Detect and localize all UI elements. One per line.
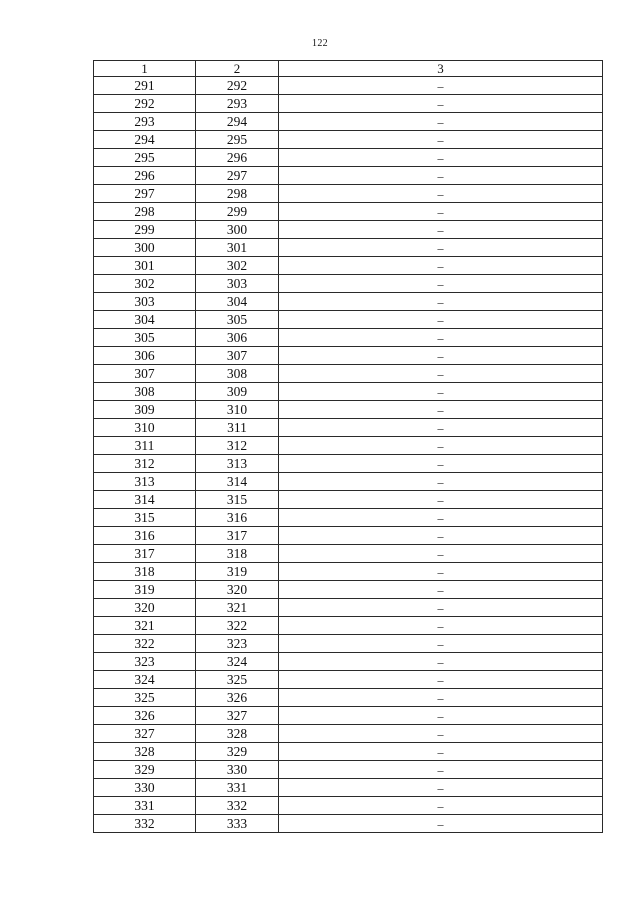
table-cell-col-2: 297 <box>196 167 279 185</box>
table-row <box>94 491 603 509</box>
table-cell-col-1: 318 <box>94 563 196 581</box>
table-row <box>94 95 603 113</box>
table-cell-col-1: 332 <box>94 815 196 833</box>
table-cell-col-3: – <box>279 779 603 797</box>
table-cell-col-1: 297 <box>94 185 196 203</box>
table-cell-col-2: 309 <box>196 383 279 401</box>
table-cell-col-1: 328 <box>94 743 196 761</box>
table-cell-col-3: – <box>279 77 603 95</box>
table-row <box>94 437 603 455</box>
table-cell-col-1: 320 <box>94 599 196 617</box>
table-row <box>94 545 603 563</box>
table-cell-col-2: 305 <box>196 311 279 329</box>
table-row <box>94 347 603 365</box>
table-cell-col-1: 323 <box>94 653 196 671</box>
table-row <box>94 203 603 221</box>
table-cell-col-2: 324 <box>196 653 279 671</box>
table-cell-col-3: – <box>279 617 603 635</box>
table-cell-col-3: – <box>279 455 603 473</box>
table-cell-col-3: – <box>279 635 603 653</box>
table-row <box>94 797 603 815</box>
table-cell-col-1: 319 <box>94 581 196 599</box>
table-cell-col-2: 295 <box>196 131 279 149</box>
table-row <box>94 185 603 203</box>
table-cell-col-3: – <box>279 797 603 815</box>
table-row <box>94 617 603 635</box>
table-cell-col-3: – <box>279 491 603 509</box>
table-cell-col-3: – <box>279 473 603 491</box>
table-cell-col-3: – <box>279 149 603 167</box>
table-cell-col-2: 302 <box>196 257 279 275</box>
table-cell-col-3: – <box>279 761 603 779</box>
table-cell-col-2: 301 <box>196 239 279 257</box>
table-cell-col-2: 300 <box>196 221 279 239</box>
table-row <box>94 365 603 383</box>
table-cell-col-3: – <box>279 545 603 563</box>
table-cell-col-1: 310 <box>94 419 196 437</box>
table-cell-col-2: 321 <box>196 599 279 617</box>
table-row <box>94 239 603 257</box>
table-row <box>94 779 603 797</box>
table-row <box>94 743 603 761</box>
table-cell-col-2: 317 <box>196 527 279 545</box>
table-row <box>94 815 603 833</box>
table-cell-col-3: – <box>279 815 603 833</box>
table-cell-col-1: 325 <box>94 689 196 707</box>
table-row <box>94 671 603 689</box>
table-row <box>94 563 603 581</box>
table-cell-col-1: 324 <box>94 671 196 689</box>
table-cell-col-1: 311 <box>94 437 196 455</box>
table-row <box>94 275 603 293</box>
table-cell-col-3: – <box>279 563 603 581</box>
table-cell-col-2: 296 <box>196 149 279 167</box>
table-cell-col-1: 305 <box>94 329 196 347</box>
table-cell-col-1: 292 <box>94 95 196 113</box>
table-cell-col-2: 308 <box>196 365 279 383</box>
table-cell-col-3: – <box>279 743 603 761</box>
table-cell-col-2: 320 <box>196 581 279 599</box>
table-cell-col-2: 292 <box>196 77 279 95</box>
table-cell-col-2: 332 <box>196 797 279 815</box>
table-row <box>94 149 603 167</box>
table-cell-col-1: 306 <box>94 347 196 365</box>
page-number: 122 <box>312 38 328 49</box>
table-cell-col-3: – <box>279 185 603 203</box>
table-cell-col-2: 314 <box>196 473 279 491</box>
table-body <box>94 77 603 833</box>
table-cell-col-2: 312 <box>196 437 279 455</box>
table-row <box>94 329 603 347</box>
table-cell-col-2: 303 <box>196 275 279 293</box>
table-cell-col-1: 331 <box>94 797 196 815</box>
table-cell-col-2: 294 <box>196 113 279 131</box>
table-cell-col-3: – <box>279 653 603 671</box>
table-cell-col-1: 294 <box>94 131 196 149</box>
table-cell-col-3: – <box>279 581 603 599</box>
table-cell-col-1: 299 <box>94 221 196 239</box>
column-header-2: 2 <box>196 61 279 77</box>
table-cell-col-2: 327 <box>196 707 279 725</box>
table-cell-col-1: 303 <box>94 293 196 311</box>
table-cell-col-3: – <box>279 221 603 239</box>
table-cell-col-2: 329 <box>196 743 279 761</box>
table-cell-col-2: 333 <box>196 815 279 833</box>
table-row <box>94 401 603 419</box>
table-row <box>94 113 603 131</box>
table-cell-col-1: 330 <box>94 779 196 797</box>
table-cell-col-3: – <box>279 401 603 419</box>
table-cell-col-3: – <box>279 239 603 257</box>
table-cell-col-1: 322 <box>94 635 196 653</box>
table-cell-col-1: 316 <box>94 527 196 545</box>
column-header-3: 3 <box>279 61 603 77</box>
table-cell-col-1: 301 <box>94 257 196 275</box>
column-header-1: 1 <box>94 61 196 77</box>
table-cell-col-1: 298 <box>94 203 196 221</box>
table-cell-col-2: 331 <box>196 779 279 797</box>
table-row <box>94 527 603 545</box>
table-cell-col-2: 310 <box>196 401 279 419</box>
table-row <box>94 581 603 599</box>
table-cell-col-2: 326 <box>196 689 279 707</box>
table-cell-col-3: – <box>279 257 603 275</box>
table-cell-col-2: 313 <box>196 455 279 473</box>
table-cell-col-2: 322 <box>196 617 279 635</box>
table-cell-col-3: – <box>279 293 603 311</box>
table-cell-col-3: – <box>279 203 603 221</box>
table-cell-col-2: 315 <box>196 491 279 509</box>
table-cell-col-3: – <box>279 275 603 293</box>
table-cell-col-3: – <box>279 527 603 545</box>
table-cell-col-1: 326 <box>94 707 196 725</box>
table-row <box>94 257 603 275</box>
table-cell-col-2: 316 <box>196 509 279 527</box>
table-cell-col-3: – <box>279 707 603 725</box>
table-cell-col-3: – <box>279 365 603 383</box>
table-cell-col-1: 313 <box>94 473 196 491</box>
table-cell-col-2: 299 <box>196 203 279 221</box>
table-row <box>94 311 603 329</box>
table-cell-col-2: 323 <box>196 635 279 653</box>
table-cell-col-1: 296 <box>94 167 196 185</box>
table-cell-col-1: 308 <box>94 383 196 401</box>
table-row <box>94 221 603 239</box>
data-table <box>93 60 603 833</box>
table-cell-col-3: – <box>279 671 603 689</box>
table-cell-col-1: 317 <box>94 545 196 563</box>
table-row <box>94 419 603 437</box>
table-cell-col-1: 293 <box>94 113 196 131</box>
table-cell-col-3: – <box>279 329 603 347</box>
table-cell-col-3: – <box>279 509 603 527</box>
table-cell-col-3: – <box>279 725 603 743</box>
table-cell-col-3: – <box>279 311 603 329</box>
table-row <box>94 77 603 95</box>
table-cell-col-1: 327 <box>94 725 196 743</box>
table-cell-col-3: – <box>279 419 603 437</box>
table-cell-col-2: 325 <box>196 671 279 689</box>
table-cell-col-1: 302 <box>94 275 196 293</box>
table-row <box>94 761 603 779</box>
table-cell-col-3: – <box>279 113 603 131</box>
table-row <box>94 689 603 707</box>
table-cell-col-2: 304 <box>196 293 279 311</box>
table-cell-col-3: – <box>279 131 603 149</box>
table-cell-col-2: 318 <box>196 545 279 563</box>
table-cell-col-1: 309 <box>94 401 196 419</box>
table-cell-col-1: 314 <box>94 491 196 509</box>
table-row <box>94 383 603 401</box>
header-row <box>94 61 603 77</box>
table-cell-col-3: – <box>279 599 603 617</box>
table-cell-col-2: 298 <box>196 185 279 203</box>
table-cell-col-3: – <box>279 347 603 365</box>
table-row <box>94 167 603 185</box>
table-row <box>94 455 603 473</box>
table-cell-col-1: 307 <box>94 365 196 383</box>
table-cell-col-2: 330 <box>196 761 279 779</box>
table-row <box>94 131 603 149</box>
table-cell-col-1: 291 <box>94 77 196 95</box>
table-row <box>94 707 603 725</box>
table-cell-col-1: 295 <box>94 149 196 167</box>
table-cell-col-3: – <box>279 689 603 707</box>
table-cell-col-1: 321 <box>94 617 196 635</box>
table-cell-col-2: 311 <box>196 419 279 437</box>
table-cell-col-1: 329 <box>94 761 196 779</box>
table-cell-col-1: 315 <box>94 509 196 527</box>
table-cell-col-2: 307 <box>196 347 279 365</box>
table-row <box>94 599 603 617</box>
table-row <box>94 509 603 527</box>
table-row <box>94 473 603 491</box>
table-cell-col-2: 319 <box>196 563 279 581</box>
table-cell-col-2: 293 <box>196 95 279 113</box>
table-cell-col-2: 306 <box>196 329 279 347</box>
table-cell-col-3: – <box>279 383 603 401</box>
table-cell-col-1: 304 <box>94 311 196 329</box>
table-row <box>94 635 603 653</box>
table-header <box>94 61 603 77</box>
table-cell-col-1: 300 <box>94 239 196 257</box>
table-cell-col-3: – <box>279 437 603 455</box>
table-cell-col-3: – <box>279 95 603 113</box>
table-cell-col-3: – <box>279 167 603 185</box>
table-row <box>94 293 603 311</box>
table-cell-col-2: 328 <box>196 725 279 743</box>
table-row <box>94 725 603 743</box>
table-row <box>94 653 603 671</box>
table-cell-col-1: 312 <box>94 455 196 473</box>
